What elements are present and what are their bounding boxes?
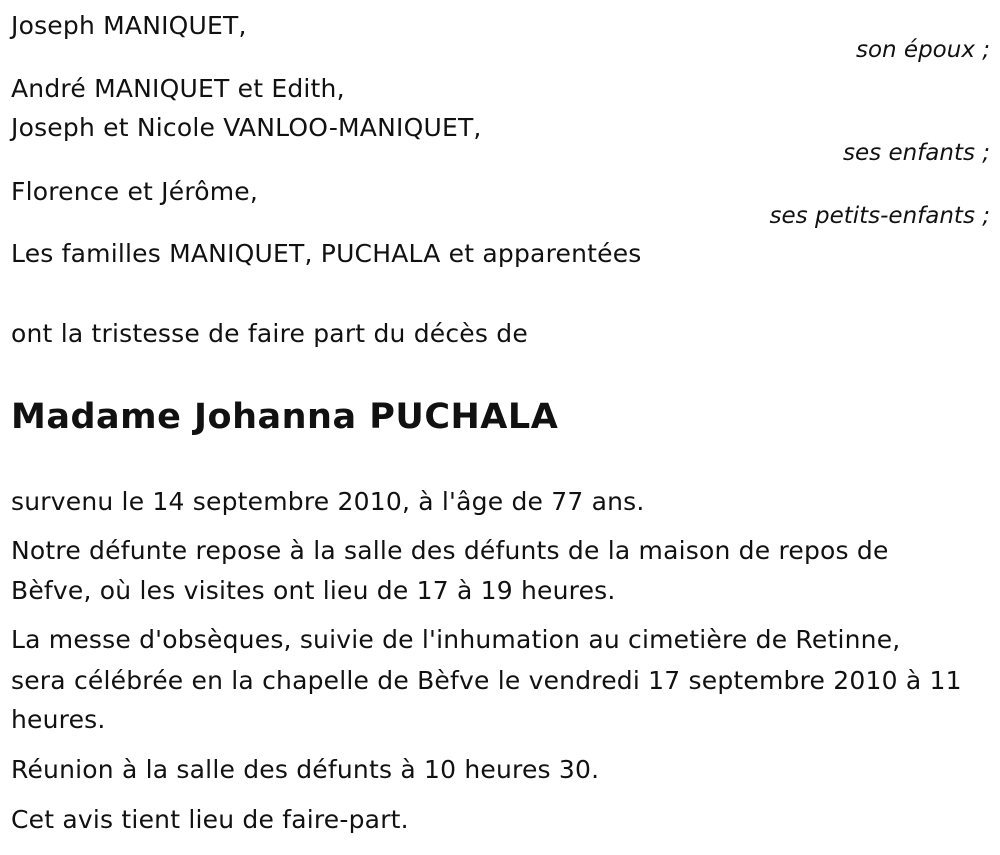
funeral-info-line-3: heures. — [11, 705, 106, 734]
funeral-info-line-2: sera célébrée en la chapelle de Bèfve le vendredi 17 septembre 2010 à 11 — [11, 666, 962, 695]
closing-note: Cet avis tient lieu de faire-part. — [11, 805, 409, 834]
child-name-2: Joseph et Nicole VANLOO-MANIQUET, — [11, 113, 482, 142]
grandchildren-names: Florence et Jérôme, — [11, 177, 259, 206]
related-families: Les familles MANIQUET, PUCHALA et apparentées — [11, 239, 642, 268]
child-name-1: André MANIQUET et Edith, — [11, 74, 345, 103]
announcement-intro: ont la tristesse de faire part du décès de — [11, 319, 528, 348]
rest-info-line-2: Bèfve, où les visites ont lieu de 17 à 19 heures. — [11, 576, 616, 605]
deceased-name: Madame Johanna PUCHALA — [11, 397, 559, 437]
rest-info-line-1: Notre défunte repose à la salle des défunts de la maison de repos de — [11, 536, 889, 565]
funeral-info-line-1: La messe d'obsèques, suivie de l'inhumation au cimetière de Retinne, — [11, 625, 901, 654]
grandchildren-role: ses petits-enfants ; — [769, 203, 990, 229]
children-role: ses enfants ; — [843, 140, 990, 166]
death-details: survenu le 14 septembre 2010, à l'âge de 77 ans. — [11, 487, 645, 516]
meeting-info: Réunion à la salle des défunts à 10 heures 30. — [11, 755, 600, 784]
spouse-role: son époux ; — [855, 37, 990, 63]
spouse-name: Joseph MANIQUET, — [11, 11, 247, 40]
